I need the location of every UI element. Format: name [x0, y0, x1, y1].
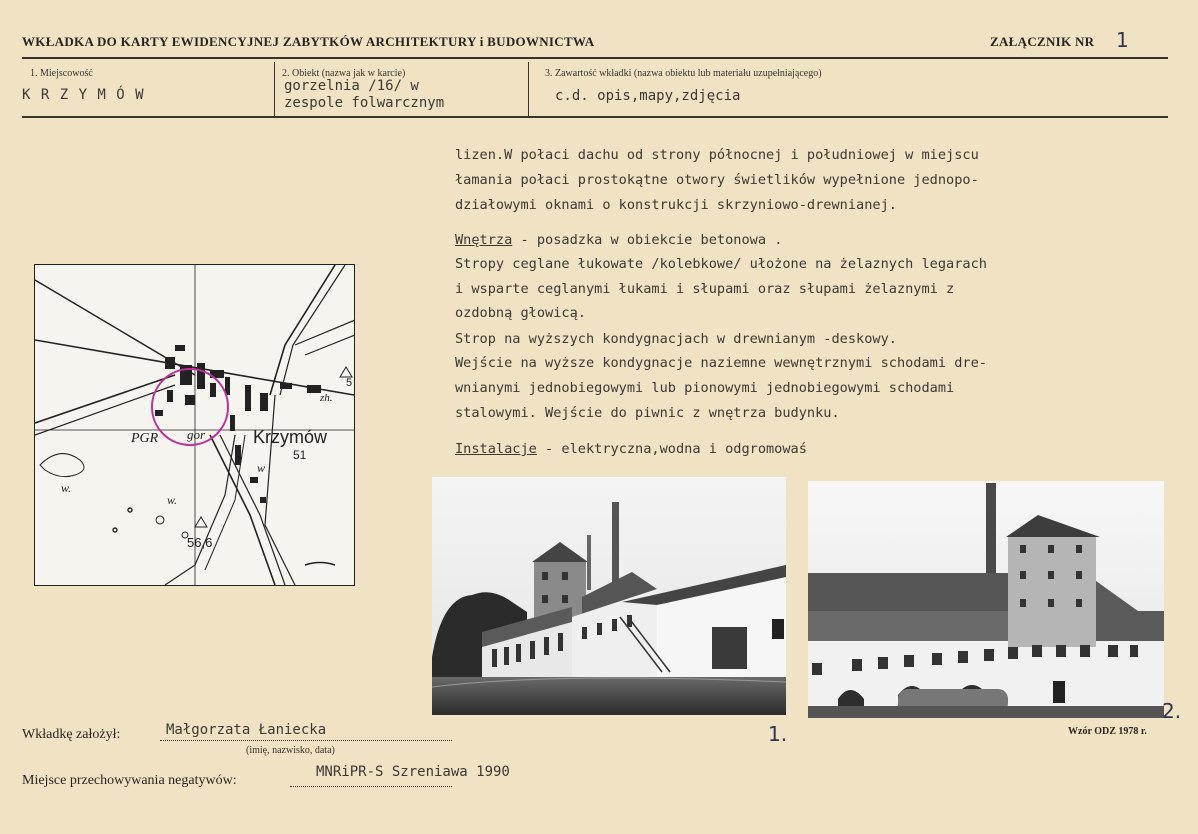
desc-line-interior: [455, 232, 782, 248]
field-2-value-line1: gorzelnia /16/ w: [284, 78, 419, 94]
field-1-value: K R Z Y M Ó W: [22, 87, 145, 103]
storage-label: Miejsce przechowywania negatywów:: [22, 773, 237, 788]
storage-dotted-line: [290, 786, 452, 787]
install-heading: Instalacje: [455, 441, 537, 457]
desc-line: Wejście na wyższe kondygnacje naziemne wewnętrznymi schodami dre-: [455, 355, 987, 371]
field-3-value: c.d. opis,mapy,zdjęcia: [555, 88, 741, 104]
map-label-w1: w.: [61, 481, 72, 495]
form-title: WKŁADKA DO KARTY EWIDENCYJNEJ ZABYTKÓW ARCHITEKTURY i BUDOWNICTWA: [22, 34, 595, 49]
map-label-elevation-2: 51: [293, 448, 307, 462]
photo-1: [432, 477, 786, 715]
map-label-w2: w.: [167, 493, 178, 507]
map-label-five: 5: [346, 377, 353, 389]
header-rule: [22, 57, 1168, 59]
author-label: Wkładkę założył:: [22, 727, 121, 742]
desc-line: Strop na wyższych kondygnacjach w drewnianym -deskowy.: [455, 331, 897, 347]
author-value: Małgorzata Łaniecka: [166, 722, 327, 738]
attachment-label: ZAŁĄCZNIK NR: [990, 34, 1095, 49]
desc-line: Stropy ceglane łukowate /kolebkowe/ ułożone na żelaznych legarach: [455, 256, 987, 272]
field-divider-1: [274, 62, 275, 118]
map-label-pgr: PGR: [131, 431, 159, 446]
desc-line-install: [455, 441, 807, 457]
install-text: - elektryczna,wodna i odgromowaś: [545, 441, 807, 457]
storage-value: MNRiPR-S Szreniawa 1990: [316, 764, 510, 780]
desc-line: i wsparte ceglanymi łukami i słupami oraz słupami żelaznymi z: [455, 281, 955, 297]
field-divider-2: [528, 62, 529, 118]
map-label-gor: gor: [187, 427, 206, 442]
desc-line: łamania połaci prostokątne otwory świetlików wypełnione jednopo-: [455, 172, 979, 188]
form-mark: Wzór ODZ 1978 r.: [1068, 726, 1147, 737]
interior-heading: Wnętrza: [455, 232, 513, 248]
interior-text: - posadzka w obiekcie betonowa .: [520, 232, 783, 248]
desc-line: lizen.W połaci dachu od strony północnej i południowej w miejscu: [455, 147, 979, 163]
desc-line: ozdobną głowicą.: [455, 305, 586, 321]
photo-1-image: [432, 477, 786, 715]
photo-2-number: 2.: [1162, 699, 1182, 723]
photo-2: [808, 481, 1164, 718]
fields-rule: [22, 116, 1168, 118]
field-3-label: 3. Zawartość wkładki (nazwa obiektu lub materiału uzupełniającego): [545, 68, 822, 79]
desc-line: stalowymi. Wejście do piwnic z wnętrza budynku.: [455, 405, 840, 421]
attachment-number: 1: [1116, 28, 1129, 52]
map-label-town: Krzymów: [253, 427, 328, 447]
map-label-elevation-1: 56,6: [187, 535, 213, 550]
photo-2-image: [808, 481, 1164, 718]
location-map: [34, 264, 355, 586]
desc-line: wnianymi jednobiegowymi lub pionowymi jednobiegowymi schodami: [455, 380, 955, 396]
field-2-label: 2. Obiekt (nazwa jak w karcie): [282, 68, 406, 79]
photo-1-number: 1.: [768, 722, 788, 746]
desc-line: działowymi oknami o konstrukcji skrzyniowo-drewnianej.: [455, 197, 897, 213]
map-label-zh: zh.: [320, 392, 333, 404]
author-dotted-line: [160, 740, 452, 741]
field-1-label: 1. Miejscowość: [30, 68, 93, 79]
field-2-value-line2: zespole folwarcznym: [284, 95, 445, 111]
map-label-w3: w: [257, 461, 266, 475]
author-hint: (imię, nazwisko, data): [246, 745, 335, 756]
